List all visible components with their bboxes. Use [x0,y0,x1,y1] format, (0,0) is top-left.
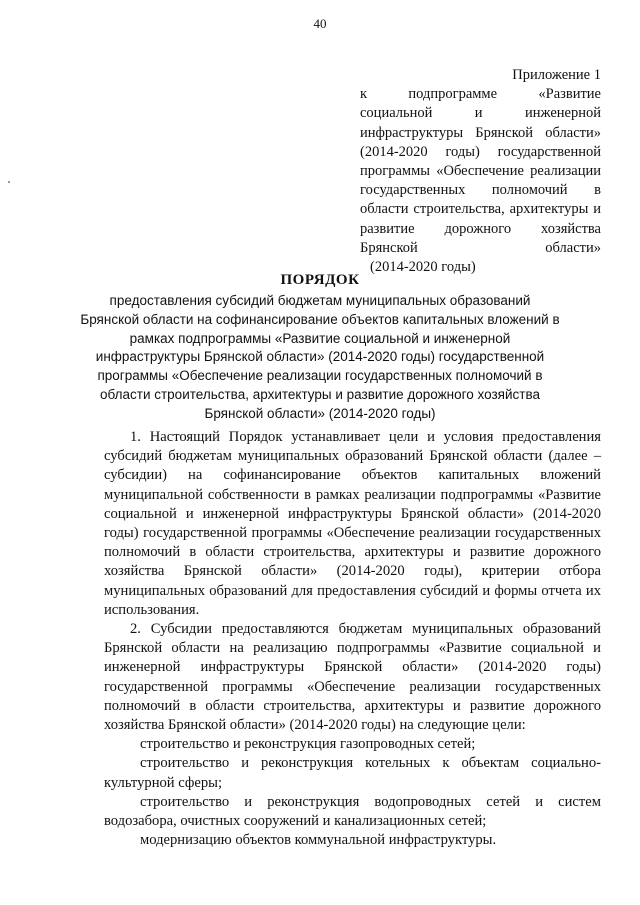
appendix-title: Приложение 1 [512,67,601,83]
scan-speck [8,181,10,183]
document-body [104,428,601,850]
page-number: 40 [313,16,327,31]
document-subtitle: предоставления субсидий бюджетам муниципальных образований Брянской области на софинансирование объектов капитальных вложений в рамках подпрограммы «Развитие социальной и инженерной инфраструктуры Брянской области» (2014-2020 годы) государственной программы «Обеспечение реализации государственных полномочий в области строительства, архитектуры и развитие дорожного хозяйства Брянской области» (2014-2020 годы) [80,293,560,421]
appendix-block [360,66,601,277]
list-item: модернизацию объектов коммунальной инфраструктуры. [140,832,497,849]
document-title: ПОРЯДОК [280,272,360,288]
list-item: строительство и реконструкция котельных к объектам социально-культурной сферы; [104,755,601,791]
list-item: строительство и реконструкция газопроводных сетей; [140,736,476,753]
paragraph-2: 2. Субсидии предоставляются бюджетам муниципальных образований Брянской области на реализацию подпрограммы «Развитие социальной и инженерной инфраструктуры Брянской области» (2014-2020 годы) государственной программы «Обеспечение реализации государственных полномочий в области строительства, архитектуры и развитие дорожного хозяйства Брянской области» (2014-2020 годы) на следующие цели: [104,621,601,734]
list-item: строительство и реконструкция водопроводных сетей и систем водозабора, очистных сооружений и канализационных сетей; [104,793,601,830]
appendix-years: (2014-2020 годы) [370,259,476,276]
appendix-body: к подпрограмме «Развитие социальной и инженерной инфраструктуры Брянской области» (2014-2020 годы) государственной программы «Обеспечение реализации государственных полномочий в области строительства, архитектуры и развитие дорожного хозяйства Брянской области» [360,86,601,256]
paragraph-1: 1. Настоящий Порядок устанавливает цели и условия предоставления субсидий бюджетам муниципальных образований Брянской области (далее – субсидии) на софинансирование объектов капитальных вложений муниципальной собственности в рамках реализации подпрограммы «Развитие социальной и инженерной инфраструктуры Брянской области» (2014-2020 годы) государственной программы «Обеспечение реализации государственных полномочий в области строительства, архитектуры и развитие дорожного хозяйства Брянской области» (2014-2020 годы), критерии отбора муниципальных образований для предоставления субсидий и формы отчета их использования. [104,429,601,618]
